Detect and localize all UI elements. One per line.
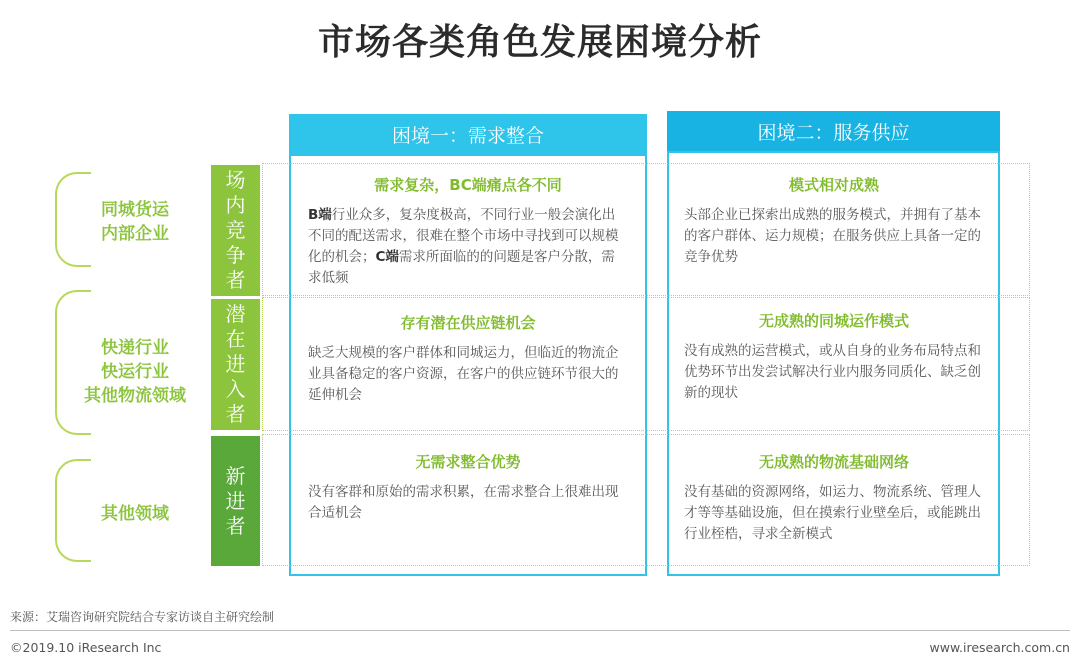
cell-potential-supply bbox=[676, 310, 992, 404]
source-note: 来源：艾瑞咨询研究院结合专家访谈自主研究绘制 bbox=[10, 610, 275, 624]
cell-title: 需求复杂，BC端痛点各不同 bbox=[374, 176, 562, 194]
cell-title: 存有潜在供应链机会 bbox=[400, 314, 536, 332]
cell-title: 无需求整合优势 bbox=[415, 453, 521, 471]
group-label-1: 同城货运 内部企业 bbox=[101, 200, 169, 244]
cell-incumbents-demand bbox=[298, 174, 638, 289]
cell-incumbents-supply bbox=[676, 174, 992, 268]
column-header-demand: 困境一：需求整合 bbox=[289, 114, 647, 154]
group-label-3: 其他领域 bbox=[101, 504, 169, 524]
copyright: ©2019.10 iResearch Inc bbox=[10, 640, 162, 655]
row-label-new-entrants: 新 进 者 bbox=[211, 436, 260, 566]
group-label-2: 快递行业 快运行业 其他物流领域 bbox=[84, 338, 186, 406]
footer-divider bbox=[10, 630, 1070, 631]
cell-new-demand bbox=[298, 451, 638, 524]
cell-body: 头部企业已探索出成熟的服务模式，并拥有了基本的客户群体、运力规模；在服务供应上具备一定的竞争优势 bbox=[684, 207, 981, 265]
cell-body: 没有基础的资源网络，如运力、物流系统、管理人才等等基础设施，但在摸索行业壁垒后，或能跳出行业桎梏，寻求全新模式 bbox=[684, 484, 981, 542]
cell-title: 无成熟的物流基础网络 bbox=[758, 453, 909, 471]
page-title: 市场各类角色发展困境分析 bbox=[317, 22, 762, 63]
cell-title: 无成熟的同城运作模式 bbox=[758, 312, 909, 330]
cell-body: 没有成熟的运营模式，或从自身的业务布局特点和优势环节出发尝试解决行业内服务同质化、缺乏创新的现状 bbox=[684, 343, 981, 401]
row-label-potential-entrants: 潜 在 进 入 者 bbox=[211, 299, 260, 430]
cell-body: 没有客群和原始的需求积累，在需求整合上很难出现合适机会 bbox=[308, 484, 619, 521]
row-label-incumbents: 场 内 竞 争 者 bbox=[211, 165, 260, 296]
cell-new-supply bbox=[676, 451, 992, 545]
cell-title: 模式相对成熟 bbox=[788, 176, 879, 194]
cell-potential-demand bbox=[298, 312, 638, 406]
column-header-supply: 困境二：服务供应 bbox=[667, 111, 1000, 151]
cell-body: B端行业众多，复杂度极高，不同行业一般会演化出不同的配送需求，很难在整个市场中寻找到可以规模化的机会；C端需求所面临的的问题是客户分散，需求低频 bbox=[308, 207, 619, 286]
website-link[interactable]: www.iresearch.com.cn bbox=[929, 640, 1070, 655]
cell-body: 缺乏大规模的客户群体和同城运力，但临近的物流企业具备稳定的客户资源，在客户的供应链环节很大的延伸机会 bbox=[308, 345, 619, 403]
